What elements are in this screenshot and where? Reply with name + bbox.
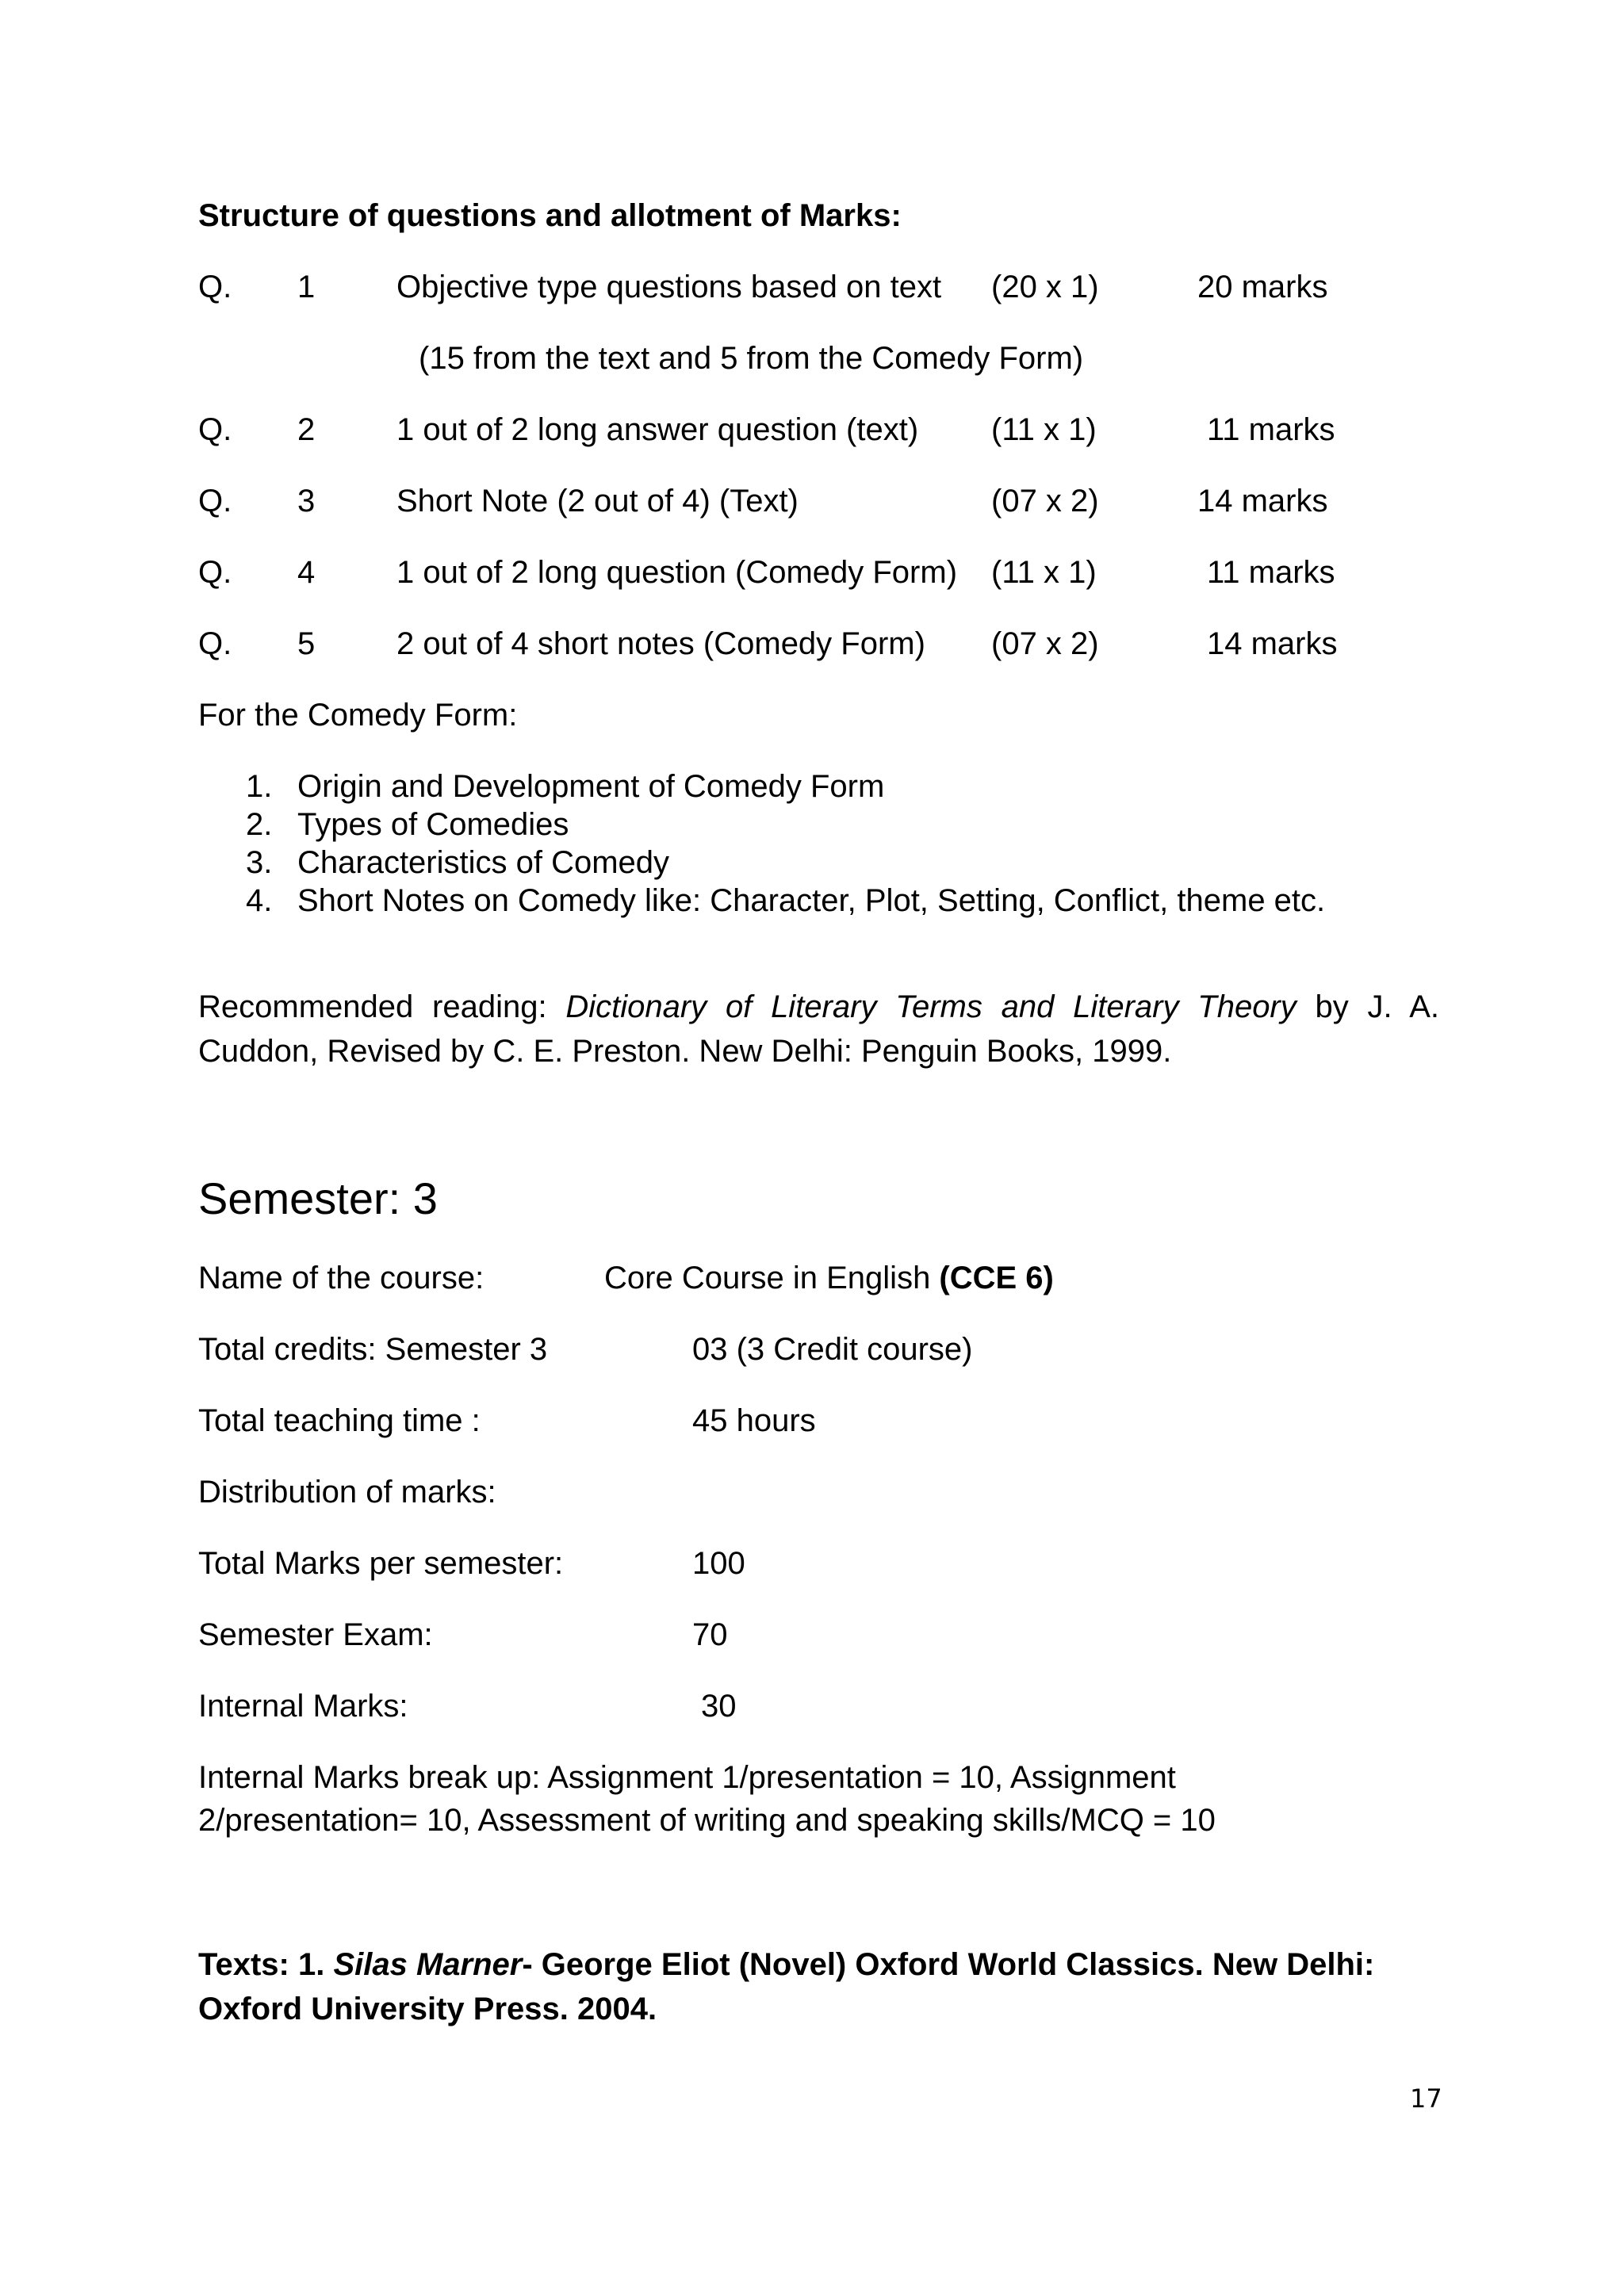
question-marks: 14 marks	[1207, 626, 1338, 661]
question-number: 3	[297, 484, 316, 519]
list-number: 2.	[246, 807, 273, 842]
question-label: Q.	[198, 626, 232, 661]
comedy-intro: For the Comedy Form:	[198, 698, 518, 733]
question-number: 5	[297, 626, 316, 661]
total-marks-label: Total Marks per semester:	[198, 1546, 564, 1581]
question-calc: (07 x 2)	[991, 626, 1099, 661]
question-text: Objective type questions based on text	[396, 270, 942, 304]
recommended-prefix: Recommended reading:	[198, 989, 566, 1024]
list-text: Types of Comedies	[297, 807, 569, 842]
question-marks: 11 marks	[1207, 412, 1335, 447]
credits-value: 03 (3 Credit course)	[692, 1332, 973, 1367]
teaching-time-value: 45 hours	[692, 1403, 816, 1438]
question-label: Q.	[198, 270, 232, 304]
texts-title: Silas Marner	[333, 1947, 523, 1982]
recommended-reading	[198, 985, 1439, 1073]
semester-heading: Semester: 3	[198, 1173, 438, 1223]
question-note: (15 from the text and 5 from the Comedy Form)	[419, 341, 1084, 376]
teaching-time-label: Total teaching time :	[198, 1403, 481, 1438]
recommended-suffix: by J. A. Cuddon, Revised by C. E. Preston. New Delhi: Penguin Books, 1999.	[198, 989, 1440, 1069]
distribution-label: Distribution of marks:	[198, 1475, 496, 1510]
total-marks-value: 100	[692, 1546, 745, 1581]
question-label: Q.	[198, 412, 232, 447]
course-name-label: Name of the course:	[198, 1261, 485, 1295]
texts-prefix: Texts: 1.	[198, 1947, 334, 1982]
list-text: Origin and Development of Comedy Form	[297, 769, 885, 804]
list-number: 3.	[246, 845, 273, 880]
question-marks: 11 marks	[1207, 555, 1335, 590]
course-code: (CCE 6)	[939, 1261, 1054, 1295]
internal-marks-value: 30	[701, 1689, 737, 1724]
texts-suffix: - George Eliot (Novel) Oxford World Classics. New Delhi: Oxford University Press. 2004.	[198, 1947, 1375, 2026]
list-number: 4.	[246, 883, 273, 918]
page-number: 17	[1410, 2084, 1442, 2114]
internal-marks-label: Internal Marks:	[198, 1689, 408, 1724]
question-marks: 14 marks	[1197, 484, 1328, 519]
course-name-value	[604, 1259, 1054, 1297]
recommended-title: Dictionary of Literary Terms and Literary Theory	[565, 989, 1297, 1024]
question-number: 2	[297, 412, 316, 447]
course-name-text: Core Course in English	[604, 1261, 940, 1295]
internal-breakup-line2: 2/presentation= 10, Assessment of writing and speaking skills/MCQ = 10	[198, 1803, 1216, 1838]
list-number: 1.	[246, 769, 273, 804]
question-number: 1	[297, 270, 316, 304]
question-label: Q.	[198, 484, 232, 519]
question-text: 2 out of 4 short notes (Comedy Form)	[396, 626, 925, 661]
question-text: Short Note (2 out of 4) (Text)	[396, 484, 799, 519]
semester-exam-label: Semester Exam:	[198, 1617, 433, 1652]
question-number: 4	[297, 555, 316, 590]
question-text: 1 out of 2 long answer question (text)	[396, 412, 919, 447]
list-text: Characteristics of Comedy	[297, 845, 670, 880]
list-text: Short Notes on Comedy like: Character, Plot, Setting, Conflict, theme etc.	[297, 883, 1326, 918]
section-heading: Structure of questions and allotment of Marks:	[198, 198, 902, 233]
internal-breakup-line1: Internal Marks break up: Assignment 1/presentation = 10, Assignment	[198, 1760, 1176, 1795]
question-calc: (11 x 1)	[991, 412, 1097, 447]
question-label: Q.	[198, 555, 232, 590]
question-calc: (11 x 1)	[991, 555, 1097, 590]
texts-entry	[198, 1942, 1439, 2031]
question-calc: (07 x 2)	[991, 484, 1099, 519]
credits-label: Total credits: Semester 3	[198, 1332, 548, 1367]
semester-exam-value: 70	[692, 1617, 728, 1652]
question-marks: 20 marks	[1197, 270, 1328, 304]
question-text: 1 out of 2 long question (Comedy Form)	[396, 555, 958, 590]
question-calc: (20 x 1)	[991, 270, 1099, 304]
